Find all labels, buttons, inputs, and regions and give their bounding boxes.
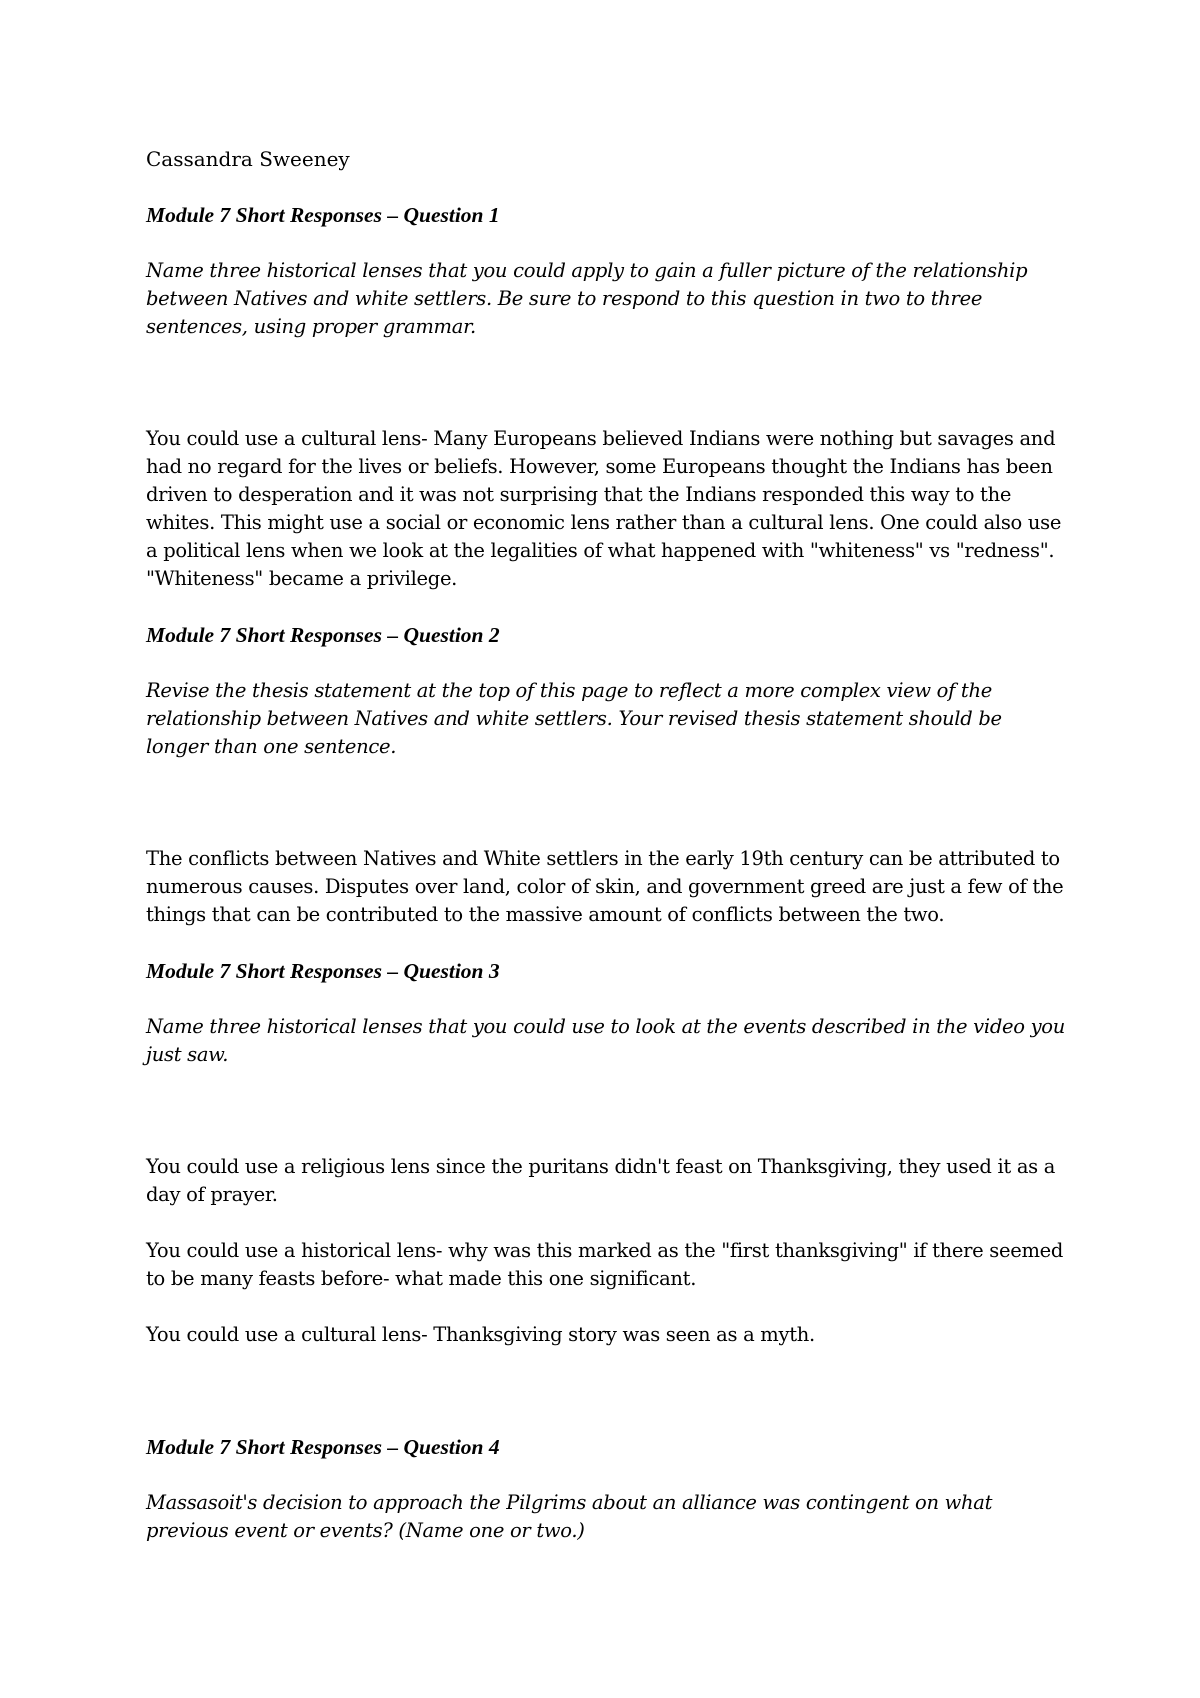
question-2-prompt: Revise the thesis statement at the top of this page to reflect a more complex view of the relationship between Natives and white settlers. Your revised thesis statement should be longer than one sentence. <box>146 679 1002 758</box>
question-3-answer-2: You could use a historical lens- why was this marked as the "first thanksgiving" if there seemed to be many feasts before- what made this one significant. <box>146 1239 1064 1290</box>
author-name: Cassandra Sweeney <box>146 147 350 171</box>
question-1-heading: Module 7 Short Responses – Question 1 <box>146 203 500 227</box>
question-3-answer-1: You could use a religious lens since the puritans didn't feast on Thanksgiving, they used it as a day of prayer. <box>146 1155 1056 1206</box>
question-2-heading: Module 7 Short Responses – Question 2 <box>146 623 500 647</box>
question-3-heading: Module 7 Short Responses – Question 3 <box>146 959 500 983</box>
question-4-heading: Module 7 Short Responses – Question 4 <box>146 1435 500 1459</box>
question-1-prompt: Name three historical lenses that you could apply to gain a fuller picture of the relationship between Natives and white settlers. Be sure to respond to this question in two to three sentences, using proper grammar. <box>146 259 1028 338</box>
question-4-prompt: Massasoit's decision to approach the Pilgrims about an alliance was contingent on what previous event or events? (Name one or two.) <box>146 1491 993 1542</box>
question-2-answer: The conflicts between Natives and White settlers in the early 19th century can be attributed to numerous causes. Disputes over land, color of skin, and government greed are just a few of the things that can be contributed to the massive amount of conflicts between the two. <box>146 847 1064 926</box>
question-1-answer: You could use a cultural lens- Many Europeans believed Indians were nothing but savages and had no regard for the lives or beliefs. However, some Europeans thought the Indians has been driven to desperation and it was not surprising that the Indians responded this way to the whites. This might use a social or economic lens rather than a cultural lens. One could also use a political lens when we look at the legalities of what happened with "whiteness" vs "redness". "Whiteness" became a privilege. <box>146 427 1062 590</box>
question-3-prompt: Name three historical lenses that you could use to look at the events described in the video you just saw. <box>146 1015 1065 1066</box>
question-3-answer-3: You could use a cultural lens- Thanksgiving story was seen as a myth. <box>146 1323 815 1346</box>
document-page <box>146 145 1066 1545</box>
